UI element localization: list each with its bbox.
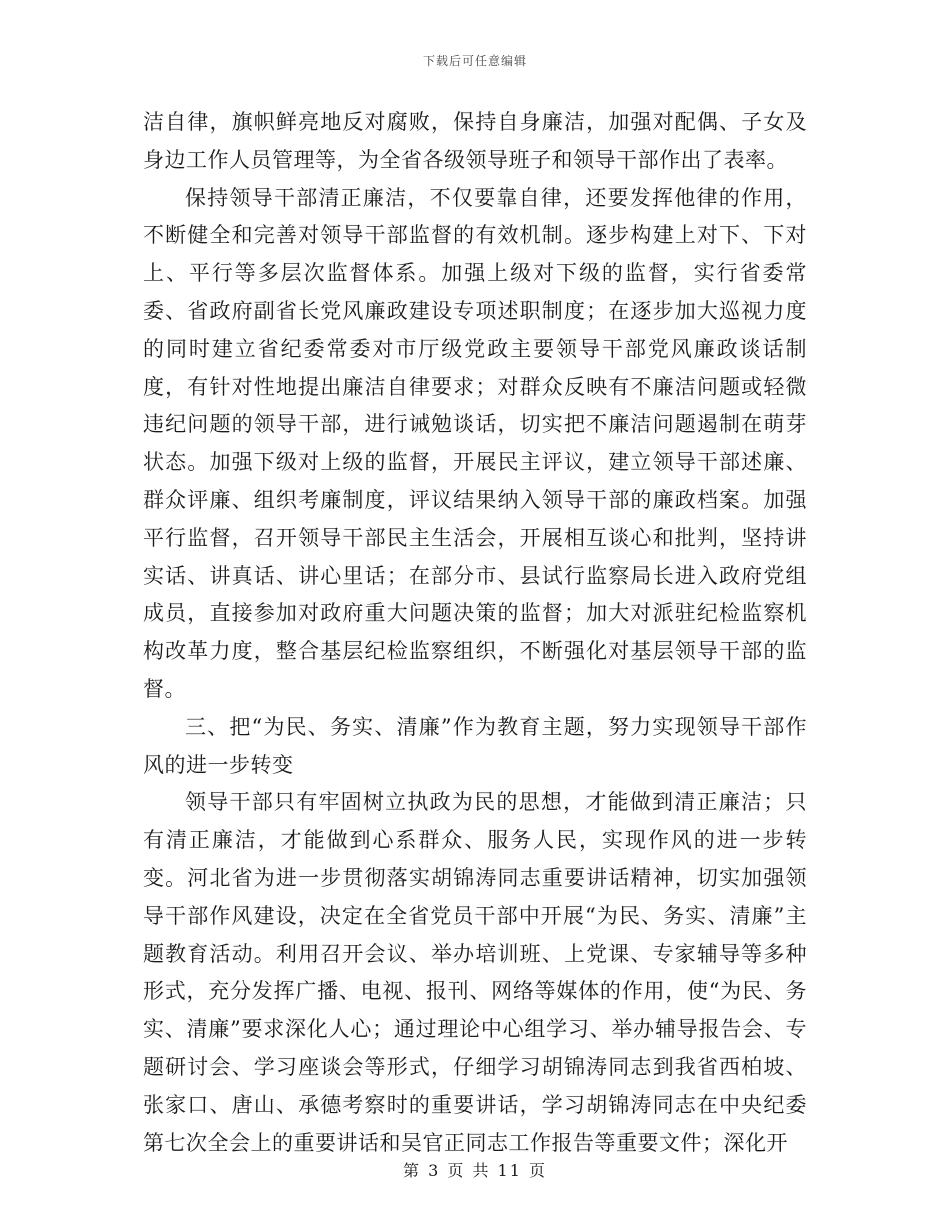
document-body xyxy=(143,104,807,1162)
section-heading-3: 三、把“为民、务实、清廉”作为教育主题，努力实现领导干部作风的进一步转变 xyxy=(143,714,807,777)
paragraph-2: 保持领导干部清正廉洁，不仅要靠自律，还要发挥他律的作用，不断健全和完善对领导干部监督的有效机制。逐步构建上对下、下对上、平行等多层次监督体系。加强上级对下级的监督，实行省委常委、省政府副省长党风廉政建设专项述职制度；在逐步加大巡视力度的同时建立省纪委常委对市厅级党政主要领导干部党风廉政谈话制度，有针对性地提出廉洁自律要求；对群众反映有不廉洁问题或轻微违纪问题的领导干部，进行诫勉谈话，切实把不廉洁问题遏制在萌芽状态。加强下级对上级的监督，开展民主评议，建立领导干部述廉、群众评廉、组织考廉制度，评议结果纳入领导干部的廉政档案。加强平行监督，召开领导干部民主生活会，开展相互谈心和批判，坚持讲实话、讲真话、讲心里话；在部分市、县试行监察局长进入政府党组成员，直接参加对政府重大问题决策的监督；加大对派驻纪检监察机构改革力度，整合基层纪检监察组织，不断强化对基层领导干部的监督。 xyxy=(143,185,807,701)
paragraph-4: 领导干部只有牢固树立执政为民的思想，才能做到清正廉洁；只有清正廉洁，才能做到心系群众、服务人民，实现作风的进一步转变。河北省为进一步贯彻落实胡锦涛同志重要讲话精神，切实加强领导干部作风建设，决定在全省党员干部中开展“为民、务实、清廉”主题教育活动。利用召开会议、举办培训班、上党课、专家辅导等多种形式，充分发挥广播、电视、报刊、网络等媒体的作用，使“为民、务实、清廉”要求深化人心；通过理论中心组学习、举办辅导报告会、专题研讨会、学习座谈会等形式，仔细学习胡锦涛同志到我省西柏坡、张家口、唐山、承德考察时的重要讲话，学习胡锦涛同志在中央纪委第七次全会上的重要讲话和吴官正同志工作报告等重要文件；深化开 xyxy=(143,790,807,1155)
page-number: 第 3 页 共 11 页 xyxy=(403,1161,547,1180)
paragraph-1: 洁自律，旗帜鲜亮地反对腐败，保持自身廉洁，加强对配偶、子女及身边工作人员管理等，为全省各级领导班子和领导干部作出了表率。 xyxy=(143,110,807,172)
page-header: 下载后可任意编辑 xyxy=(422,54,527,68)
